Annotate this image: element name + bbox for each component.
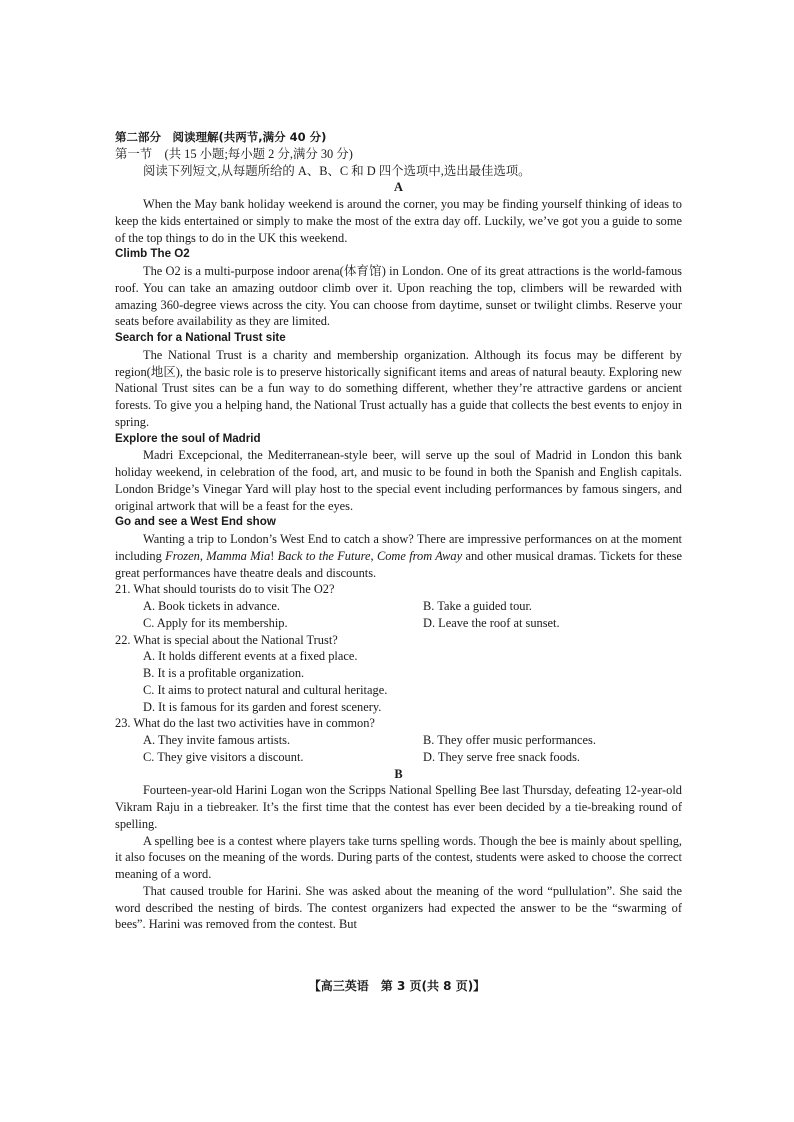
option-22-d[interactable]: D. It is famous for its garden and forest scenery. (143, 699, 382, 714)
sep: , (370, 548, 377, 563)
passage-b-letter: B (394, 766, 403, 781)
option-23-a[interactable]: A. They invite famous artists. (143, 733, 291, 747)
question-22-stem: 22. What is special about the National Trust? (115, 632, 338, 647)
option-21-c[interactable]: C. Apply for its membership. (143, 615, 288, 630)
question-23-stem: 23. What do the last two activities have in common? (115, 716, 375, 731)
option-21-a[interactable]: A. Book tickets in advance. (143, 599, 280, 613)
option-21-d[interactable]: D. Leave the roof at sunset. (423, 615, 560, 630)
heading-west-end: Go and see a West End show (115, 515, 276, 529)
instruction: 阅读下列短文,从每题所给的 A、B、C 和 D 四个选项中,选出最佳选项。 (143, 163, 531, 178)
show-mamma-mia: Mamma Mia (206, 548, 271, 563)
page-footer: 【高三英语 第 3 页(共 8 页)】 (308, 979, 486, 993)
option-21-b[interactable]: B. Take a guided tour. (423, 599, 533, 613)
sep: , (199, 548, 207, 563)
show-come-from-away: Come from Away (376, 548, 463, 563)
show-back-to-the-future: Back to the Future (277, 548, 371, 563)
west-end-text-end: and other musical dramas. Tickets for these great performances have theatre deals and discounts. (115, 548, 683, 580)
question-23-options-row1 (115, 732, 682, 749)
passage-b-paragraph-2: A spelling bee is a contest where players take turns spelling words. Though the bee is mainly about spelling, it also focuses on the meaning of the words. During parts of the contest, students were asked to choose the correct meaning of a word. (115, 833, 682, 881)
option-23-b[interactable]: B. They offer music performances. (423, 733, 596, 747)
passage-b-paragraph-3: That caused trouble for Harini. She was asked about the meaning of the word “pullulation”. She said the word described the nesting of birds. The contest organizers had expected the answer to be the “swarming of bees”. Harini was removed from the contest. But (115, 883, 682, 932)
question-23-options-row2 (115, 749, 682, 766)
sep: ! (270, 548, 278, 563)
question-21-options-row1 (115, 598, 682, 615)
option-22-b[interactable]: B. It is a profitable organization. (143, 666, 305, 680)
exam-page (115, 129, 682, 933)
option-22-c[interactable]: C. It aims to protect natural and cultural heritage. (143, 682, 388, 697)
paragraph-west-end (115, 531, 682, 581)
question-21-options-row2 (115, 615, 682, 632)
passage-a-intro: When the May bank holiday weekend is around the corner, you may be finding yourself thinking of ideas to keep the kids entertained or simply to make the most of the extra day off. Luckily, we’ve got you a guide to some of the top things to do in the UK this weekend. (115, 197, 682, 245)
heading-climb-o2: Climb The O2 (115, 247, 190, 261)
west-end-text-start: Wanting a trip to London’s West End to catch a show? There are impressive performances on at the moment including (115, 532, 682, 563)
passage-b-paragraph-1: Fourteen-year-old Harini Logan won the Scripps National Spelling Bee last Thursday, defeating 12-year-old Vikram Raju in a tiebreaker. It’s the first time that the contest has ever been decided by a tie-breaking round of spelling. (115, 783, 682, 831)
paragraph-national-trust: The National Trust is a charity and membership organization. Although its focus may be different by region(地区), the basic role is to preserve historically significant items and areas of natural beauty. Exploring new National Trust sites can be a fun way to do something different, whether they’re attractive gardens or ancient forests. To give you a helping hand, the National Trust actually has a guide that collects the best events to enjoy in spring. (115, 347, 682, 429)
section-title: 第二部分 阅读理解(共两节,满分 40 分) (115, 130, 327, 144)
section-subtitle: 第一节 (共 15 小题;每小题 2 分,满分 30 分) (115, 146, 353, 161)
option-23-d[interactable]: D. They serve free snack foods. (423, 749, 581, 764)
question-21-stem: 21. What should tourists do to visit The O2? (115, 582, 335, 597)
heading-national-trust: Search for a National Trust site (115, 331, 286, 344)
paragraph-madrid: Madri Excepcional, the Mediterranean-style beer, will serve up the soul of Madrid in London this bank holiday weekend, in celebration of the food, art, and music to be found in both the Spanish and English capitals. London Bridge’s Vinegar Yard will play host to the special event including performances by famous singers, and original artwork that will be a feast for the eyes. (115, 448, 682, 513)
heading-madrid: Explore the soul of Madrid (115, 431, 261, 445)
passage-a-letter: A (394, 180, 403, 195)
option-22-a[interactable]: A. It holds different events at a fixed place. (143, 649, 358, 664)
option-23-c[interactable]: C. They give visitors a discount. (143, 749, 304, 764)
paragraph-o2: The O2 is a multi-purpose indoor arena(体育馆) in London. One of its great attractions is the world-famous roof. You can take an amazing outdoor climb over it. Upon reaching the top, climbers will be rewarded with amazing 360-degree views across the city. You can choose from daytime, sunset or twilight climbs. Reserve your seats before availability as they are limited. (115, 264, 682, 329)
show-frozen: Frozen (165, 548, 200, 563)
